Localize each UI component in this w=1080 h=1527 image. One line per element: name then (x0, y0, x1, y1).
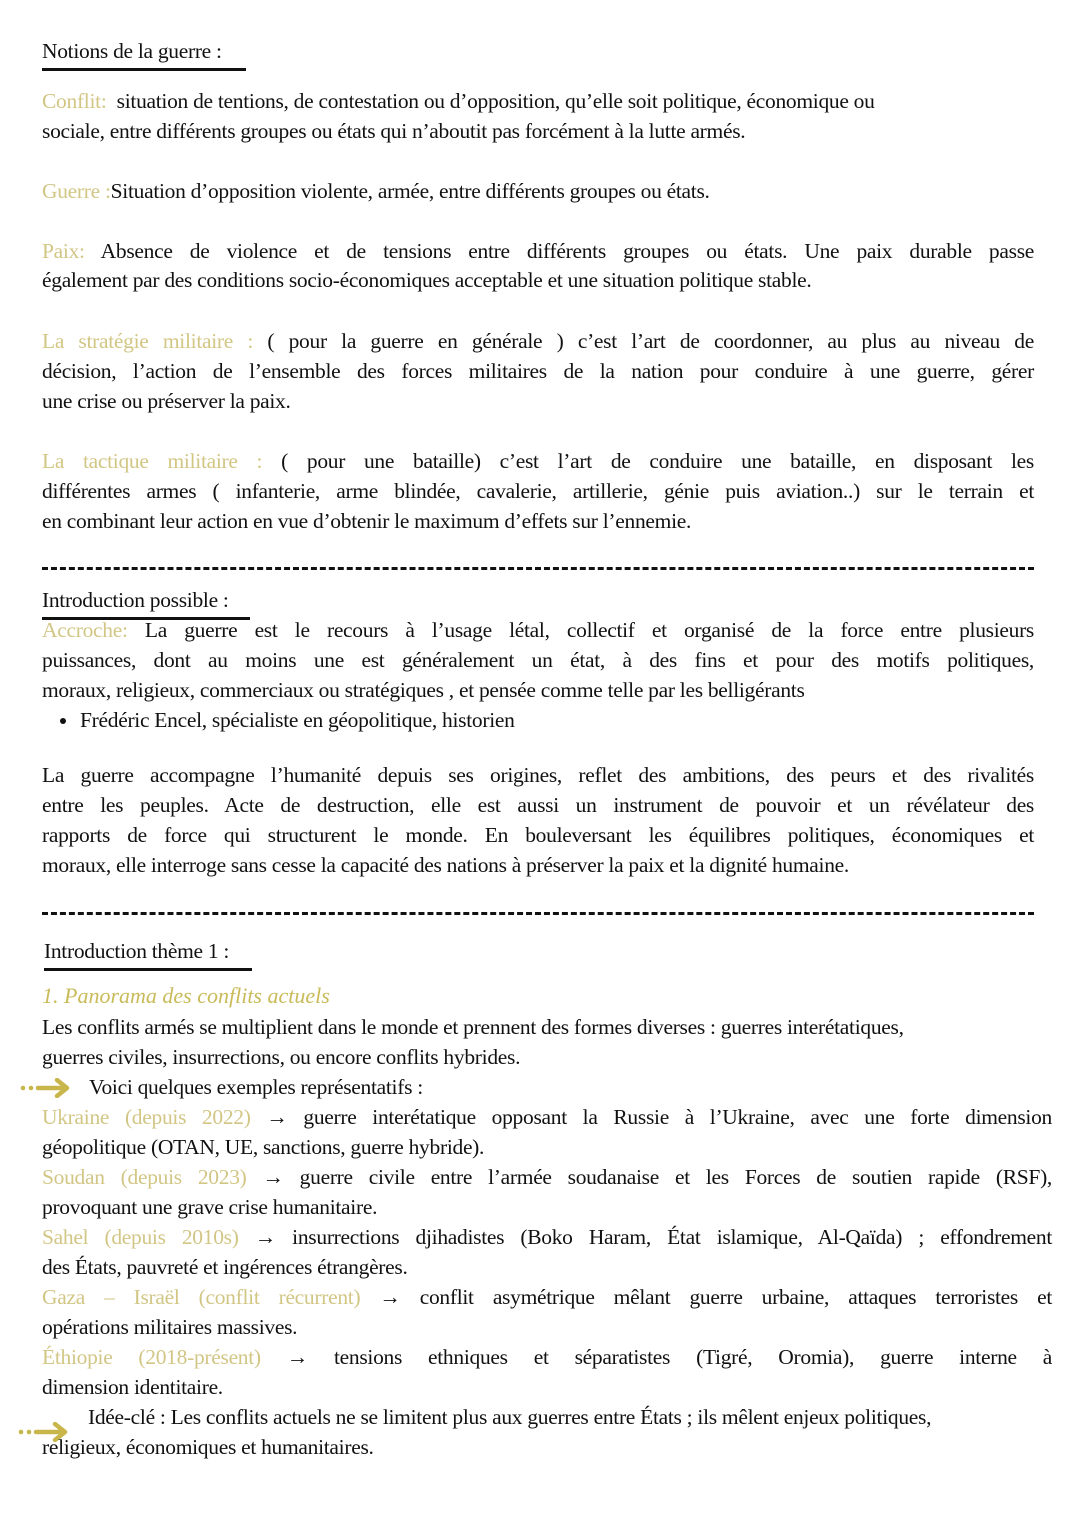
intro-paragraph: rapports de force qui structurent le monde. En bouleversant les équilibres politiques, économiques et (42, 823, 1034, 847)
term-label: La stratégie militaire : (42, 329, 254, 353)
example-text: des États, pauvreté et ingérences étrangères. (42, 1255, 408, 1279)
key-idea: Idée-clé : Les conflits actuels ne se limitent plus aux guerres entre États ; ils mêlent enjeux politiques, (88, 1405, 932, 1429)
section-title-intro-theme1: Introduction thème 1 : (44, 939, 230, 963)
definition-text: Absence de violence et de tensions entre différents groupes ou états. Une paix durable passe (100, 239, 1034, 263)
section-title-notions: Notions de la guerre : (42, 39, 222, 63)
example-sahel (42, 1222, 1052, 1252)
theme-intro-text: guerres civiles, insurrections, ou encore conflits hybrides. (42, 1045, 521, 1069)
definition-paix (42, 236, 1034, 266)
definition-text: ( pour une bataille) c’est l’art de conduire une bataille, en disposant les (281, 449, 1034, 473)
accroche-text: puissances, dont au moins une est généralement un état, à des fins et pour des motifs politiques, (42, 648, 1034, 672)
intro-paragraph: entre les peuples. Acte de destruction, elle est aussi un instrument de pouvoir et un révélateur des (42, 793, 1034, 817)
term-label: Conflit: (42, 89, 107, 113)
example-label: Éthiopie (2018-présent) (42, 1345, 261, 1369)
term-label: Guerre : (42, 179, 111, 203)
bullet-item (42, 705, 515, 735)
term-label: La tactique militaire : (42, 449, 263, 473)
definition-strategie (42, 326, 1034, 356)
accroche-text: moraux, religieux, commerciaux ou stratégiques , et pensée comme telle par les belligérants (42, 678, 805, 702)
theme-intro-text: Les conflits armés se multiplient dans le monde et prennent des formes diverses : guerres interétatiques, (42, 1015, 904, 1039)
definition-text: en combinant leur action en vue d’obtenir le maximum d’effets sur l’ennemie. (42, 509, 692, 533)
example-label: Gaza – Israël (conflit récurrent) (42, 1285, 361, 1309)
example-text: → conflit asymétrique mêlant guerre urbaine, attaques terroristes et (379, 1285, 1052, 1309)
definition-text: Situation d’opposition violente, armée, entre différents groupes ou états. (110, 179, 710, 203)
example-text: dimension identitaire. (42, 1375, 223, 1399)
definition-tactique (42, 446, 1034, 476)
example-text: géopolitique (OTAN, UE, sanctions, guerre hybride). (42, 1135, 485, 1159)
section-title-intro-possible: Introduction possible : (42, 588, 229, 612)
example-label: Soudan (depuis 2023) (42, 1165, 247, 1189)
example-label: Sahel (depuis 2010s) (42, 1225, 239, 1249)
definition-text: différentes armes ( infanterie, arme blindée, cavalerie, artillerie, génie puis aviation..) sur le terrain et (42, 479, 1034, 503)
examples-intro: Voici quelques exemples représentatifs : (89, 1075, 423, 1099)
dashed-divider (42, 567, 1034, 570)
example-gaza-israel (42, 1282, 1052, 1312)
example-soudan (42, 1162, 1052, 1192)
dotted-arrow-right-icon (20, 1078, 76, 1098)
example-ethiopie (42, 1342, 1052, 1372)
example-text: → guerre interétatique opposant la Russie à l’Ukraine, avec une forte dimension (266, 1105, 1052, 1129)
subsection-title: 1. Panorama des conflits actuels (42, 983, 330, 1008)
term-label: Accroche: (42, 618, 128, 642)
term-label: Paix: (42, 239, 85, 263)
title-underline (42, 68, 246, 71)
example-text: → tensions ethniques et séparatistes (Tigré, Oromia), guerre interne à (286, 1345, 1052, 1369)
definition-text: décision, l’action de l’ensemble des forces militaires de la nation pour conduire à une guerre, gérer (42, 359, 1034, 383)
definition-text: ( pour la guerre en générale ) c’est l’art de coordonner, au plus au niveau de (267, 329, 1034, 353)
bullet-text: Frédéric Encel, spécialiste en géopolitique, historien (80, 708, 515, 732)
example-text: opérations militaires massives. (42, 1315, 298, 1339)
example-text: provoquant une grave crise humanitaire. (42, 1195, 378, 1219)
definition-text: également par des conditions socio-économiques acceptable et une situation politique stable. (42, 268, 812, 292)
definition-text: une crise ou préserver la paix. (42, 389, 291, 413)
definition-text: sociale, entre différents groupes ou états qui n’aboutit pas forcément à la lutte armés. (42, 119, 746, 143)
key-idea: religieux, économiques et humanitaires. (42, 1435, 374, 1459)
intro-paragraph: La guerre accompagne l’humanité depuis ses origines, reflet des ambitions, des peurs et des rivalités (42, 763, 1034, 787)
title-underline (44, 968, 252, 971)
accroche (42, 615, 1034, 645)
example-text: → guerre civile entre l’armée soudanaise et les Forces de soutien rapide (RSF), (262, 1165, 1053, 1189)
definition-text: situation de tentions, de contestation ou d’opposition, qu’elle soit politique, économique ou (116, 89, 875, 113)
example-text: → insurrections djihadistes (Boko Haram, État islamique, Al-Qaïda) ; effondrement (254, 1225, 1053, 1249)
intro-paragraph: moraux, elle interroge sans cesse la capacité des nations à préserver la paix et la dignité humaine. (42, 853, 849, 877)
bullet-icon (60, 718, 66, 724)
definition-conflit (42, 86, 875, 116)
dashed-divider (42, 912, 1034, 915)
example-ukraine (42, 1102, 1052, 1132)
example-label: Ukraine (depuis 2022) (42, 1105, 251, 1129)
definition-guerre (42, 176, 710, 206)
accroche-text: La guerre est le recours à l’usage létal, collectif et organisé de la force entre plusieurs (144, 618, 1035, 642)
